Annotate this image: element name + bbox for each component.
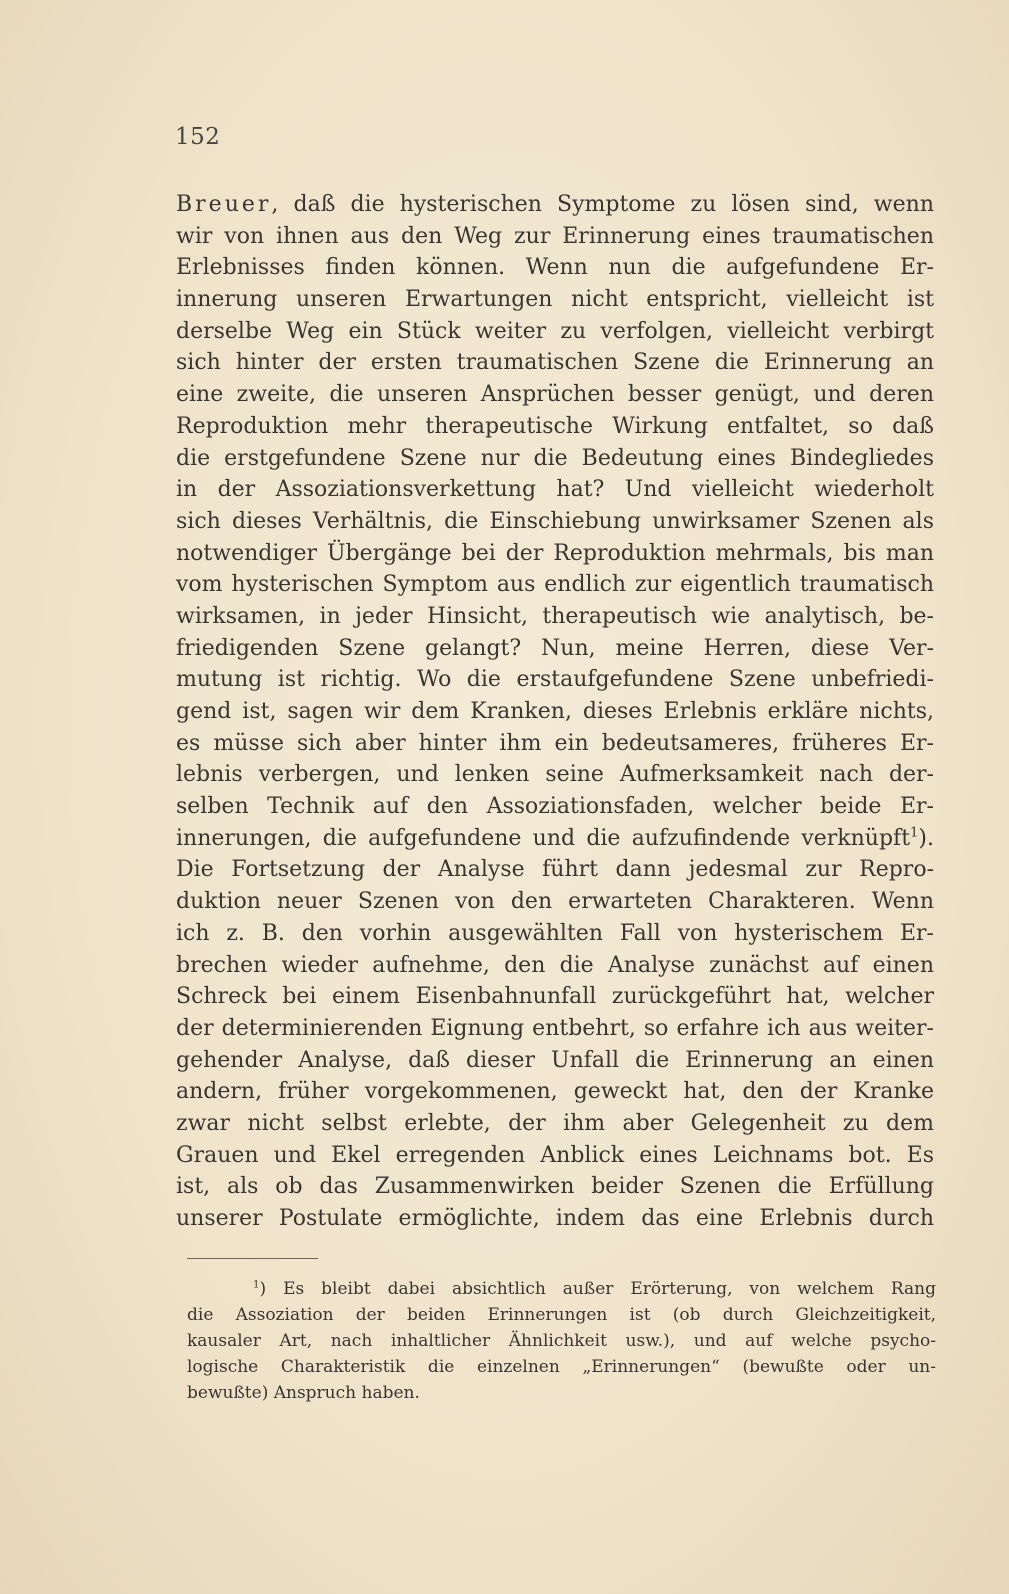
text-line: ich z. B. den vorhin ausgewählten Fall von hysterischem Er-	[176, 920, 934, 946]
text-line: brechen wieder aufnehme, den die Analyse zunächst auf einen	[176, 952, 934, 978]
text-line: gend ist, sagen wir dem Kranken, dieses Erlebnis erkläre nichts,	[176, 699, 934, 724]
footnote-divider	[187, 1258, 318, 1259]
footnote-line: die Assoziation der beiden Erinnerungen ist (ob durch Gleichzeitigkeit,	[187, 1305, 936, 1325]
text-line: wirksamen, in jeder Hinsicht, therapeutisch wie analytisch, be-	[176, 603, 934, 629]
footnote-marker: 1	[253, 1279, 260, 1291]
text-line: wir von ihnen aus den Weg zur Erinnerung eines traumatischen	[176, 223, 934, 249]
text-line: mutung ist richtig. Wo die erstaufgefundene Szene unbefriedi-	[176, 667, 934, 693]
text-line: unserer Postulate ermöglichte, indem das eine Erlebnis durch	[176, 1206, 934, 1231]
footnote-line: $^1$) Es bleibt dabei absichtlich außer Erörterung, von welchem Rang	[253, 1279, 936, 1299]
text-line: innerungen, die aufgefundene und die aufzufindende verknüpft$^1$).	[176, 825, 934, 851]
footnote	[187, 1276, 936, 1406]
text-line: es müsse sich aber hinter ihm ein bedeutsameres, früheres Er-	[176, 730, 934, 756]
text-line: zwar nicht selbst erlebte, der ihm aber Gelegenheit zu dem	[176, 1110, 934, 1136]
text-line: Breuer, daß die hysterischen Symptome zu lösen sind, wenn	[176, 192, 934, 217]
text-line: Die Fortsetzung der Analyse führt dann jedesmal zur Repro-	[176, 857, 934, 883]
text-line: Grauen und Ekel erregenden Anblick eines Leichnams bot. Es	[176, 1142, 934, 1168]
text-line: die erstgefundene Szene nur die Bedeutung eines Bindegliedes	[176, 445, 934, 471]
text-line: vom hysterischen Symptom aus endlich zur eigentlich traumatisch	[176, 572, 934, 598]
text-line: sich hinter der ersten traumatischen Szene die Erinnerung an	[176, 350, 934, 376]
footnote-line: bewußte) Anspruch haben.	[187, 1383, 420, 1403]
text-line: selben Technik auf den Assoziationsfaden, welcher beide Er-	[176, 794, 934, 820]
text-line: innerung unseren Erwartungen nicht entspricht, vielleicht ist	[176, 287, 934, 313]
text-line: derselbe Weg ein Stück weiter zu verfolgen, vielleicht verbirgt	[176, 318, 934, 344]
text-line: gehender Analyse, daß dieser Unfall die Erinnerung an einen	[176, 1047, 934, 1073]
text-line: eine zweite, die unseren Ansprüchen besser genügt, und deren	[176, 382, 934, 408]
text-line: sich dieses Verhältnis, die Einschiebung unwirksamer Szenen als	[176, 508, 934, 534]
footnote-line: logische Charakteristik die einzelnen „Erinnerungen“ (bewußte oder un-	[187, 1357, 936, 1377]
text-line: Schreck bei einem Eisenbahnunfall zurückgeführt hat, welcher	[176, 984, 934, 1010]
author-name: Breuer	[176, 192, 272, 217]
footnote-line: kausaler Art, nach inhaltlicher Ähnlichkeit usw.), und auf welche psycho-	[187, 1331, 936, 1351]
text-line: der determinierenden Eignung entbehrt, so erfahre ich aus weiter-	[176, 1015, 934, 1041]
text-line: notwendiger Übergänge bei der Reproduktion mehrmals, bis man	[176, 540, 934, 566]
footnote-reference[interactable]: 1	[910, 825, 919, 841]
page-number: 152	[175, 124, 221, 150]
text-line: andern, früher vorgekommenen, geweckt hat, den der Kranke	[176, 1079, 934, 1105]
main-text	[176, 189, 934, 1235]
text-line: duktion neuer Szenen von den erwarteten Charakteren. Wenn	[176, 889, 934, 915]
text-line: ist, als ob das Zusammenwirken beider Szenen die Erfüllung	[176, 1174, 934, 1200]
text-line: friedigenden Szene gelangt? Nun, meine Herren, diese Ver-	[176, 635, 934, 661]
text-line: Reproduktion mehr therapeutische Wirkung entfaltet, so daß	[176, 413, 934, 439]
text-line: in der Assoziationsverkettung hat? Und vielleicht wiederholt	[176, 477, 934, 503]
text-line: lebnis verbergen, und lenken seine Aufmerksamkeit nach der-	[176, 762, 934, 788]
text-line: Erlebnisses finden können. Wenn nun die aufgefundene Er-	[176, 255, 934, 281]
